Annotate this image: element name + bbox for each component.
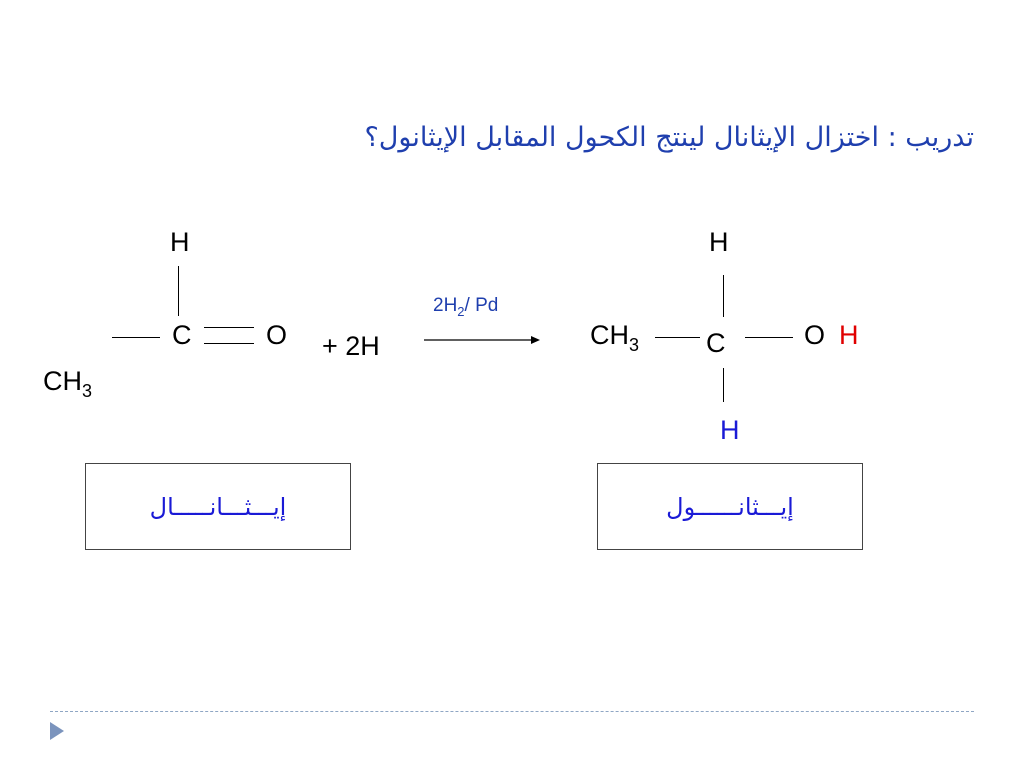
- ethanol-h-top: H: [709, 227, 729, 257]
- catalyst-rest: / Pd: [464, 295, 499, 316]
- ethanal-carbon: C: [172, 320, 192, 350]
- ethanol-ch3-subscript: 3: [629, 335, 640, 355]
- catalyst-subscript: 2: [457, 304, 465, 319]
- reagent-2h: + 2H: [322, 331, 380, 361]
- ethanal-double-bond-bottom: [204, 343, 254, 344]
- ethanol-name: إيـــثانــــــول: [666, 492, 794, 521]
- ethanal-ch3: [43, 366, 93, 401]
- ethanol-h-on-oxygen: H: [839, 320, 859, 350]
- ethanol-name-box: [597, 463, 863, 550]
- ethanal-double-bond-top: [204, 327, 254, 328]
- footer-divider: [50, 711, 974, 712]
- ethanol-c-o-bond: [745, 337, 793, 338]
- catalyst-main: 2H: [433, 295, 458, 316]
- ethanal-c-ch3-bond: [112, 337, 160, 338]
- ethanol-c-h-top-bond: [723, 275, 724, 317]
- reaction-arrow: [423, 334, 541, 346]
- ethanol-c-h-bottom-bond: [723, 368, 724, 402]
- catalyst-label: [433, 295, 498, 317]
- slide-title: تدريب : اختزال الإيثانال لينتج الكحول المقابل الإيثانول؟: [364, 122, 974, 153]
- ethanol-oxygen: O: [804, 320, 826, 350]
- ethanol-carbon: C: [706, 328, 726, 358]
- ethanal-c-h-bond: [178, 266, 179, 316]
- ethanal-oxygen: O: [266, 320, 288, 350]
- ethanal-ch3-subscript: 3: [82, 381, 93, 401]
- ethanal-name-box: [85, 463, 351, 550]
- ethanal-ch3-main: CH: [43, 366, 82, 396]
- ethanol-ch3-c-bond: [655, 337, 700, 338]
- slide-bullet-icon: [50, 722, 64, 740]
- ethanol-ch3-main: CH: [590, 320, 629, 350]
- ethanol-h-bottom: H: [720, 415, 740, 445]
- ethanol-ch3: [590, 320, 640, 355]
- ethanal-name: إيـــثـــانـــــال: [149, 492, 287, 521]
- ethanal-h-top: H: [170, 227, 190, 257]
